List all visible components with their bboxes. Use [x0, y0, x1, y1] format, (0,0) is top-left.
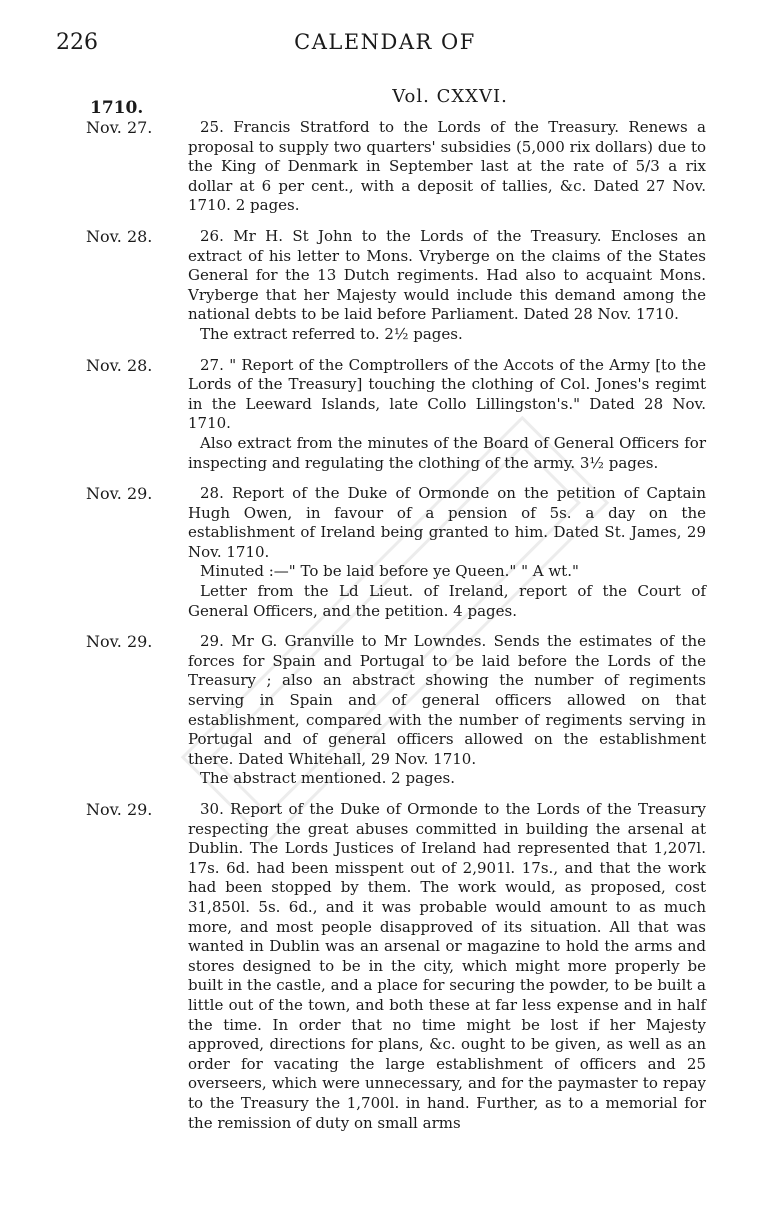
entry-paragraph: 26. Mr H. St John to the Lords of the Treasury. Encloses an extract of his letter to Mons. Vryberge on the claims of the States General for the 13 Dutch regiments. Had also to acquaint Mons. Vryberge that her Majesty would include this demand among the national debts to be laid before Parliament. Dated 28 Nov. 1710.	[188, 226, 706, 324]
entry-enclosure: The extract referred to. 2½ pages.	[200, 324, 463, 343]
entry-enclosure: Also extract from the minutes of the Board of General Officers for inspecting and regulating the clothing of the army. 3½ pages.	[188, 433, 706, 472]
entry-enclosure: Letter from the Ld Lieut. of Ireland, report of the Court of General Officers, and the petition. 4 pages.	[188, 582, 706, 620]
calendar-entry	[0, 227, 770, 345]
entry-text	[188, 118, 706, 216]
entry-date: Nov. 28.	[86, 355, 153, 375]
running-title: CALENDAR OF	[294, 30, 476, 54]
calendar-entry	[0, 484, 770, 621]
year-label: 1710.	[90, 98, 144, 118]
entry-paragraph: 29. Mr G. Granville to Mr Lowndes. Sends the estimates of the forces for Spain and Portugal to be laid before the Lords of the Treasury ; also an abstract showing the number of regiments serving in Spain and of general officers allowed on that establishment, compared with the number of regiments serving in Portugal and of general officers allowed on the establishment there. Dated Whitehall, 29 Nov. 1710.	[188, 632, 706, 768]
entry-text	[188, 356, 706, 474]
entry-date: Nov. 28.	[86, 226, 153, 246]
calendar-entry	[0, 800, 770, 1133]
entry-text	[188, 800, 706, 1133]
calendar-entries	[0, 118, 770, 1144]
entry-text	[188, 484, 706, 621]
calendar-entry	[0, 632, 770, 789]
entry-minute: Minuted :—" To be laid before ye Queen." " A wt."	[200, 562, 579, 581]
entry-date: Nov. 29.	[86, 484, 153, 504]
entry-date: Nov. 29.	[86, 632, 153, 652]
entry-text	[188, 632, 706, 789]
calendar-entry	[0, 356, 770, 474]
entry-date: Nov. 29.	[86, 800, 153, 819]
entry-enclosure: The abstract mentioned. 2 pages.	[200, 769, 455, 788]
entry-paragraph: 27. " Report of the Comptrollers of the Accots of the Army [to the Lords of the Treasury] touching the clothing of Col. Jones's regimt in the Leeward Islands, late Collo Lillingston's." Dated 28 Nov. 1710.	[188, 355, 706, 433]
entry-text	[188, 227, 706, 345]
entry-paragraph: 30. Report of the Duke of Ormonde to the Lords of the Treasury respecting the great abuses committed in building the arsenal at Dublin. The Lords Justices of Ireland had represented that 1,207l. 17s. 6d. had been misspent out of 2,901l. 17s., and that the work had been stopped by them. The work would, as proposed, cost 31,850l. 5s. 6d., and it was probable would amount to as much more, and most people disapproved of its situation. All that was wanted in Dublin was an arsenal or magazine to hold the arms and stores designed to be in the city, which might more properly be built in the castle, and a place for securing the powder, to be built a little out of the town, and both these at far less expense and in half the time. In order that no time might be lost if her Majesty approved, directions for plans, &c. ought to be given, as well as an order for vacating the large establishment of officers and 25 overseers, which were unnecessary, and for the paymaster to repay to the Treasury the 1,700l. in hand. Further, as to a memorial for the remission of duty on small arms	[188, 800, 706, 1132]
page-number: 226	[56, 30, 98, 55]
entry-paragraph: 28. Report of the Duke of Ormonde on the petition of Captain Hugh Owen, in favour of a pension of 5s. a day on the establishment of Ireland being granted to him. Dated St. James, 29 Nov. 1710.	[188, 484, 706, 561]
entry-date: Nov. 27.	[86, 118, 153, 137]
volume-heading: Vol. CXXVI.	[392, 86, 508, 107]
entry-paragraph: 25. Francis Stratford to the Lords of the Treasury. Renews a proposal to supply two quarters' subsidies (5,000 rix dollars) due to the King of Denmark in September last at the rate of 5/3 a rix dollar at 6 per cent., with a deposit of tallies, &c. Dated 27 Nov. 1710. 2 pages.	[188, 118, 706, 215]
calendar-entry	[0, 118, 770, 216]
